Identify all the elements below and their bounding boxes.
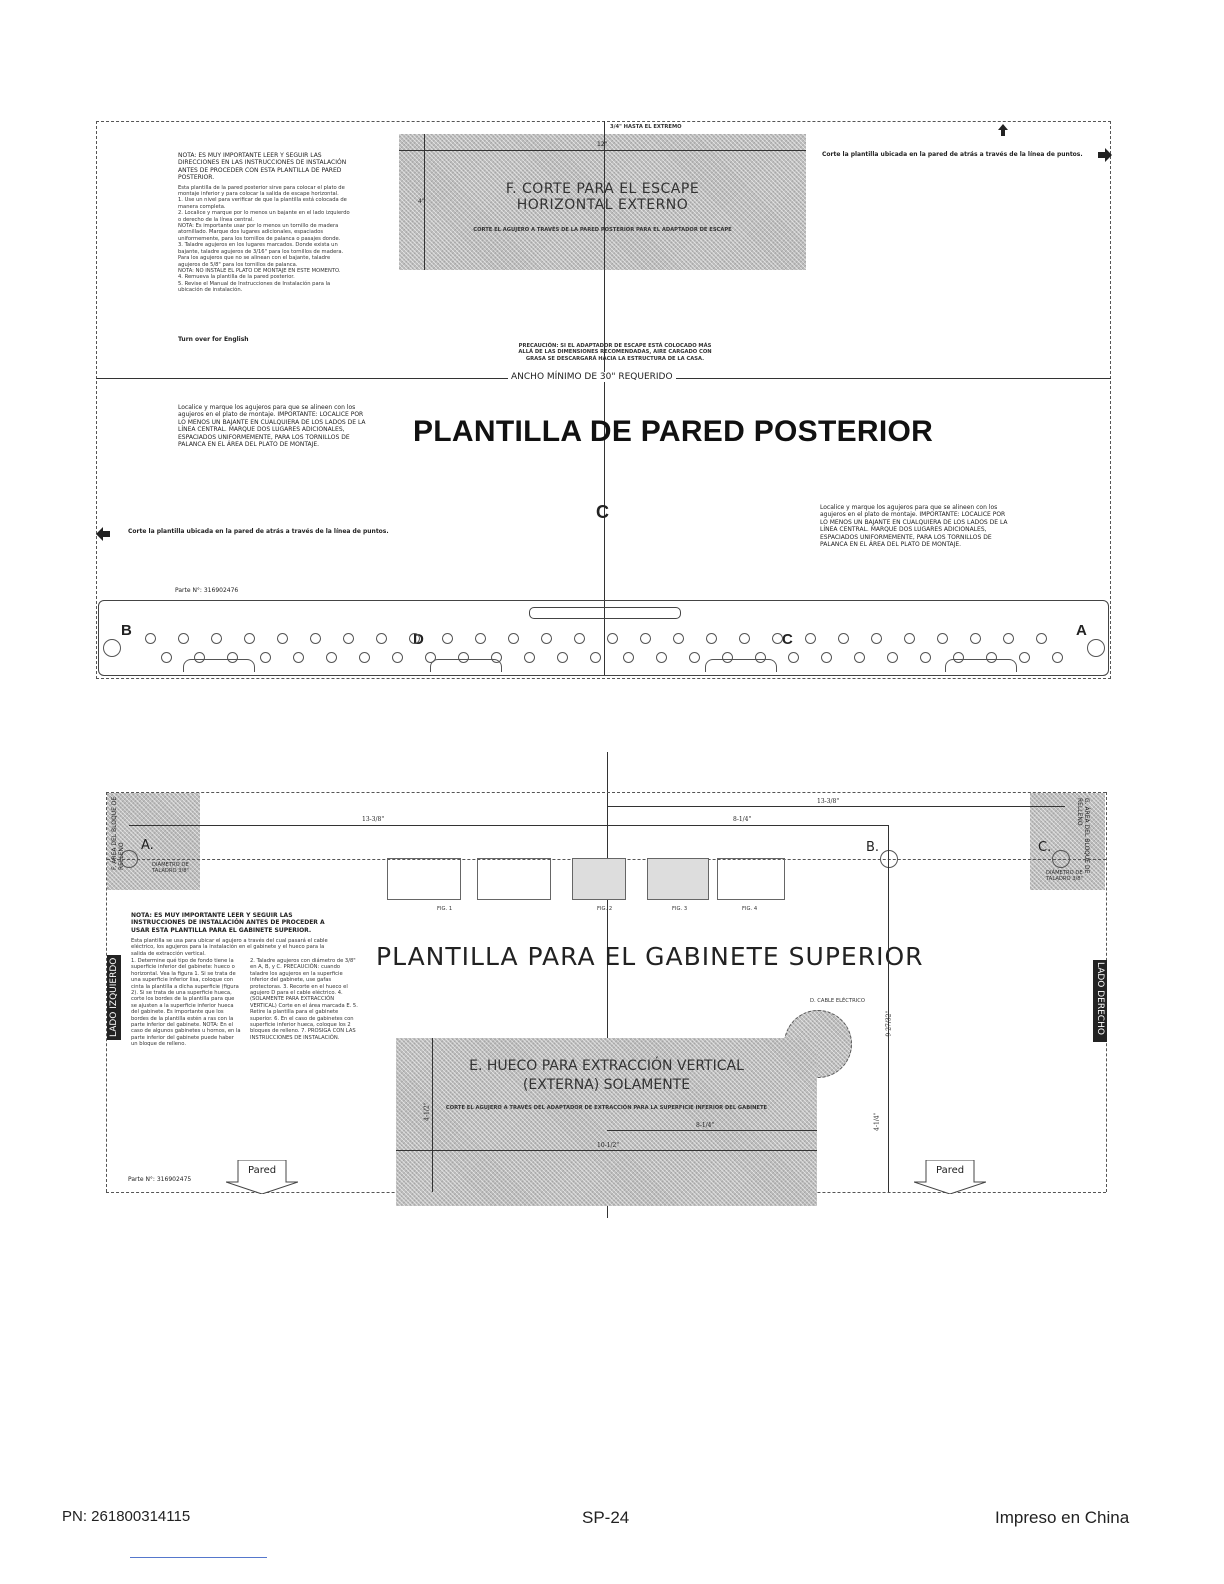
page-title-rear: PLANTILLA DE PARED POSTERIOR — [413, 415, 934, 448]
mounting-hole — [524, 652, 535, 663]
right-side-label: LADO DERECHO — [1095, 962, 1105, 1035]
right-side-tab — [1093, 960, 1107, 1042]
note-line: 4. Remueva la plantilla de la pared posterior. — [178, 274, 295, 281]
note-line: NOTA: Es importante usar por lo menos un tornillo de madera atornillado. Marque dos lugares adicionales, espaciados uniformemente, para los tornillos de palanca o pasajes donde. — [178, 223, 341, 242]
mounting-hole — [805, 633, 816, 644]
mounting-hole — [871, 633, 882, 644]
center-line — [604, 121, 605, 676]
dim-4-label: 4" — [418, 198, 425, 205]
mounting-hole — [623, 652, 634, 663]
mounting-hole — [1052, 652, 1063, 663]
figure-label: FIG. 4 — [742, 906, 758, 912]
mounting-slot — [945, 659, 1017, 672]
filler-label-left: F. ÁREA DEL BLOQUE DE RELLENO — [111, 796, 126, 870]
dim-line-9 — [888, 825, 889, 1192]
cable-label: D. CABLE ELÉCTRICO — [810, 998, 865, 1004]
part-number-cabinet: Parte N°: 316902475 — [128, 1176, 192, 1183]
page-title-cabinet: PLANTILLA PARA EL GABINETE SUPERIOR — [376, 942, 924, 971]
mounting-hole — [442, 633, 453, 644]
mounting-slot — [705, 659, 777, 672]
up-arrow-icon — [998, 121, 1008, 133]
dim-13-right-label: 13-3/8" — [817, 798, 840, 805]
cutout-title-line1: F. CORTE PARA EL ESCAPE — [505, 181, 700, 197]
mounting-hole — [854, 652, 865, 663]
mounting-hole — [640, 633, 651, 644]
mounting-hole — [161, 652, 172, 663]
min-width-label: ANCHO MÍNIMO DE 30" REQUERIDO — [508, 372, 676, 382]
mounting-hole — [904, 633, 915, 644]
rail-letter-d: D — [413, 631, 424, 648]
precaution-text: PRECAUCIÓN: SI EL ADAPTADOR DE ESCAPE ESTÁ COLOCADO MÁS ALLÁ DE LAS DIMENSIONES RECOMENDADAS, AIRE CARGADO CON GRASA SE DESCARGARÁ HACIA LA ESTRUCTURA DE LA CASA. — [518, 343, 712, 362]
dim-4a-label: 4-1/4" — [873, 1112, 881, 1131]
rail-letter-c: C — [782, 631, 793, 648]
center-letter: C — [596, 502, 609, 522]
dim-12-label: 12" — [597, 141, 608, 148]
mounting-hole — [310, 633, 321, 644]
mounting-hole — [392, 652, 403, 663]
mounting-slot — [183, 659, 255, 672]
wall-label-left: Pared — [248, 1165, 277, 1176]
note-line: 2. Localice y marque por lo menos un bajante en el lado izquierdo o derecho de la línea central. — [178, 210, 350, 223]
hole-a-marker — [120, 850, 138, 868]
mounting-hole — [145, 633, 156, 644]
cabinet-note-intro: Esta plantilla se usa para ubicar el agujero a través del cual pasará el cable eléctrico, los agujeros para la instalación en el gabinete y el hueco para la salida de extracción vertical. — [131, 938, 328, 957]
mounting-hole — [557, 652, 568, 663]
part-number-rear: Parte N°: 316902476 — [175, 587, 239, 594]
point-c-label: C. — [1038, 840, 1052, 855]
mounting-hole — [178, 633, 189, 644]
mounting-hole — [359, 652, 370, 663]
mounting-hole — [838, 633, 849, 644]
right-arrow-icon — [1098, 147, 1112, 166]
mounting-hole — [673, 633, 684, 644]
turn-over-label: Turn over for English — [178, 336, 249, 343]
figure-label: FIG. 3 — [672, 906, 688, 912]
mounting-hole — [656, 652, 667, 663]
mounting-hole — [574, 633, 585, 644]
mounting-hole — [211, 633, 222, 644]
dim-9-label: 9-27/32" — [885, 1010, 893, 1037]
note-block — [178, 152, 353, 294]
mounting-hole — [1003, 633, 1014, 644]
mounting-hole — [788, 652, 799, 663]
cutout-line2: (EXTERNA) SOLAMENTE — [522, 1077, 691, 1093]
mounting-hole — [343, 633, 354, 644]
cutout-line1: E. HUECO PARA EXTRACCIÓN VERTICAL — [469, 1058, 744, 1074]
mounting-hole — [772, 633, 783, 644]
locate-text-right: Localice y marque los agujeros para que se alineen con los agujeros en el plato de montaje. IMPORTANTE: LOCALICE POR LO MENOS UN BAJANTE EN CUALQUIERA DE LOS LADOS DE LA LÍNEA CENTRAL. MARQUE DOS LUGARES ADICIONALES, ESPACIADOS UNIFORMEMENTE, PARA LOS TORNILLOS DE PALANCA EN EL ÁREA DEL PLATO DE MONTAJE. — [820, 504, 1008, 549]
mounting-hole — [1019, 652, 1030, 663]
wall-marker-right — [914, 1160, 986, 1194]
dim-8-label: 8-1/4" — [733, 816, 752, 823]
dim-line-8b — [607, 1130, 817, 1131]
rail-letter-b: B — [121, 622, 132, 639]
footer-page-number: SP-24 — [582, 1508, 630, 1527]
mounting-hole — [887, 652, 898, 663]
dim-line-top — [129, 825, 888, 826]
filler-label-right: G. ÁREA DEL BLOQUE DE RELLENO — [1075, 798, 1090, 874]
mounting-hole — [590, 652, 601, 663]
mounting-hole — [920, 652, 931, 663]
footer-pn: PN: 261800314115 — [62, 1508, 191, 1525]
vertical-exhaust-cutout — [396, 1038, 817, 1206]
mounting-hole — [326, 652, 337, 663]
mounting-slot — [430, 659, 502, 672]
mounting-hole — [475, 633, 486, 644]
cutout-sub: CORTE EL AGUJERO A TRAVÉS DEL ADAPTADOR DE EXTRACCIÓN PARA LA SUPERFICIE INFERIOR DEL GABINETE — [445, 1105, 768, 1111]
mounting-hole — [689, 652, 700, 663]
exhaust-cutout-area — [399, 134, 806, 270]
dim-line-right — [607, 806, 1065, 807]
cutout-title-line2: HORIZONTAL EXTERNO — [516, 197, 689, 213]
dim-10-label: 10-1/2" — [597, 1142, 620, 1149]
mounting-hole — [937, 633, 948, 644]
figure-label: FIG. 1 — [437, 906, 453, 912]
dim-8b-label: 8-1/4" — [696, 1122, 715, 1129]
dim-13-left-label: 13-3/8" — [362, 816, 385, 823]
left-side-tab — [107, 955, 121, 1040]
mounting-hole — [376, 633, 387, 644]
wall-marker-left — [226, 1160, 298, 1194]
mounting-hole — [739, 633, 750, 644]
hole-c-marker — [1052, 850, 1070, 868]
rail-letter-a: A — [1076, 622, 1087, 639]
dim-line-10 — [396, 1150, 817, 1151]
diam-a-label: DIÁMETRO DE TALADRO 3/8" — [152, 862, 189, 875]
note-line: 1. Use un nivel para verificar de que la plantilla está colocada de manera completa. — [178, 197, 347, 210]
footer-link-underline — [130, 1557, 267, 1558]
hole-b-marker — [880, 850, 898, 868]
dim-line-12 — [399, 150, 806, 151]
left-side-label: LADO IZQUIERDO — [109, 957, 119, 1037]
point-b-label: B. — [866, 840, 880, 855]
mounting-hole — [409, 633, 420, 644]
point-a-label: A. — [141, 838, 154, 853]
wall-label-right: Pared — [936, 1165, 965, 1176]
cutout-title — [399, 181, 806, 213]
left-arrow-icon — [96, 526, 110, 545]
cut-instruction-left: Corte la plantilla ubicada en la pared de atrás a través de la línea de puntos. — [128, 528, 389, 535]
cabinet-template-top-line — [106, 792, 1106, 793]
cabinet-steps-col2: 2. Taladre agujeros con diámetro de 3/8" en A, B, y C. PRECAUCIÓN: cuando taladre los agujeros en la superficie inferior del gabinete, use gafas protectoras. 3. Recorte en el hueco el agujero D para el cable eléctrico. 4. (SOLAMENTE PARA EXTRACCIÓN VERTICAL) Corte en el área marcada E. 5. Retire la plantilla para el gabinete superior. 6. En el caso de gabinetes con superficie inferior hueca, coloque los 2 bloques de relleno. 7. PROSIGA CON LAS INSTRUCCIONES DE INSTALACIÓN. — [250, 958, 358, 1041]
note-line: 5. Revise el Manual de Instrucciones de Instalación para la ubicación de instalación. — [178, 280, 331, 294]
mounting-hole — [277, 633, 288, 644]
dim-line-4b — [432, 1038, 433, 1192]
diam-c-label: DIÁMETRO DE TALADRO 3/8" — [1046, 870, 1083, 883]
dim-top-label: 3/4" HASTA EL EXTREMO — [610, 124, 682, 130]
mounting-hole — [541, 633, 552, 644]
locate-text-left: Localice y marque los agujeros para que se alineen con los agujeros en el plato de montaje. IMPORTANTE: LOCALICE POR LO MENOS UN BAJANTE EN CUALQUIERA DE LOS LADOS DE LA LÍNEA CENTRAL. MARQUE DOS LUGARES ADICIONALES, ESPACIADOS UNIFORMEMENTE, PARA LOS TORNILLOS DE PALANCA EN EL ÁREA DEL PLATO DE MONTAJE. — [178, 404, 366, 449]
cutout-subtitle: CORTE EL AGUJERO A TRAVÉS DE LA PARED POSTERIOR PARA EL ADAPTADOR DE ESCAPE — [473, 227, 732, 233]
note-line: NOTA: NO INSTALE EL PLATO DE MONTAJE EN ESTE MOMENTO. — [178, 267, 341, 274]
mounting-hole — [508, 633, 519, 644]
note-line: 3. Taladre agujeros en los lugares marcados. Donde exista un bajante, taladre agujeros de 3/16" para los tornillos de madera. Para los agujeros que no se alinean con el bajante, taladre agujeros de 5/8" para los tornillos de palanca. — [178, 242, 344, 268]
mounting-hole — [1036, 633, 1047, 644]
cabinet-steps-col1: 1. Determine qué tipo de fondo tiene la superficie inferior del gabinete: hueco o horizontal. Vea la figura 1. Si se trata de una superficie inferior lisa, coloque con cinta la plantilla a dicha superficie (figura 2). Si se trata de una superficie hueca, corte los bordes de la plantilla para que se ajusten a la superficie inferior hueca del gabinete. Es importante que los bordes de la plantilla estén a ras con la parte inferior del gabinete. NOTA: En el caso de algunos gabinetes u hornos, en la parte inferior del gabinete puede haber un bloque de relleno. — [131, 958, 241, 1048]
footer-printed: Impreso en China — [995, 1508, 1130, 1527]
mounting-hole — [970, 633, 981, 644]
mounting-hole — [821, 652, 832, 663]
cut-instruction-right: Corte la plantilla ubicada en la pared de atrás a través de la línea de puntos. — [822, 151, 1083, 158]
figure-label: FIG. 2 — [597, 906, 613, 912]
figure-row — [387, 852, 783, 912]
mounting-hole — [293, 652, 304, 663]
note-line: Esta plantilla de la pared posterior sirve para colocar el plato de montaje inferior y para colocar la salida de escape horizontal. — [178, 184, 345, 198]
mounting-hole — [607, 633, 618, 644]
mounting-hole — [244, 633, 255, 644]
mounting-hole — [706, 633, 717, 644]
cabinet-note-heading: NOTA: ES MUY IMPORTANTE LEER Y SEGUIR LAS INSTRUCCIONES DE INSTALACIÓN ANTES DE PROCEDER A USAR ESTA PLANTILLA PARA EL GABINETE SUPERIOR. — [131, 912, 325, 934]
dim-4b-label: 4-1/2" — [423, 1102, 431, 1121]
mounting-hole — [260, 652, 271, 663]
note-heading: NOTA: ES MUY IMPORTANTE LEER Y SEGUIR LAS DIRECCIONES EN LAS INSTRUCCIONES DE INSTALACIÓN ANTES DE PROCEDER CON ESTA PLANTILLA DE PARED POSTERIOR. — [178, 152, 347, 182]
